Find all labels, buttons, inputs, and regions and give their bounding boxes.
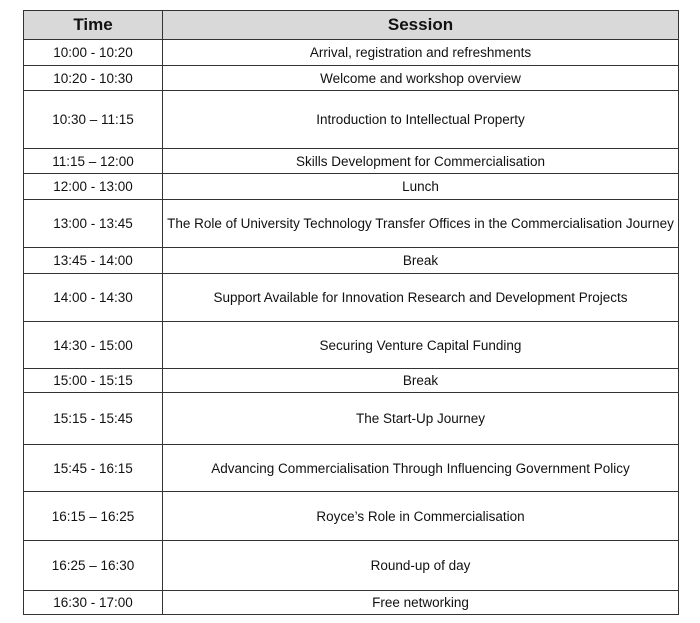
time-cell: 12:00 - 13:00 xyxy=(24,174,163,200)
time-cell: 16:15 – 16:25 xyxy=(24,492,163,541)
session-cell: Break xyxy=(163,369,679,393)
table-row xyxy=(24,393,679,445)
table-row xyxy=(24,492,679,541)
table-row xyxy=(24,91,679,149)
session-cell: Introduction to Intellectual Property xyxy=(163,91,679,149)
time-cell: 13:00 - 13:45 xyxy=(24,200,163,248)
table-row xyxy=(24,248,679,274)
agenda-table xyxy=(23,10,679,615)
table-row xyxy=(24,149,679,174)
time-cell: 14:30 - 15:00 xyxy=(24,322,163,369)
header-row xyxy=(24,11,679,40)
time-cell: 10:00 - 10:20 xyxy=(24,40,163,66)
table-row xyxy=(24,541,679,591)
table-row xyxy=(24,322,679,369)
time-cell: 15:15 - 15:45 xyxy=(24,393,163,445)
time-cell: 15:00 - 15:15 xyxy=(24,369,163,393)
session-cell: Arrival, registration and refreshments xyxy=(163,40,679,66)
session-cell: Royce’s Role in Commercialisation xyxy=(163,492,679,541)
time-cell: 15:45 - 16:15 xyxy=(24,445,163,492)
session-cell: The Role of University Technology Transfer Offices in the Commercialisation Journey xyxy=(163,200,679,248)
time-cell: 14:00 - 14:30 xyxy=(24,274,163,322)
time-cell: 13:45 - 14:00 xyxy=(24,248,163,274)
table-row xyxy=(24,274,679,322)
session-cell: Round-up of day xyxy=(163,541,679,591)
session-cell: Advancing Commercialisation Through Influencing Government Policy xyxy=(163,445,679,492)
table-row xyxy=(24,369,679,393)
session-cell: Welcome and workshop overview xyxy=(163,66,679,91)
table-row xyxy=(24,200,679,248)
time-cell: 16:25 – 16:30 xyxy=(24,541,163,591)
table-row xyxy=(24,40,679,66)
table-row xyxy=(24,591,679,615)
time-cell: 10:20 - 10:30 xyxy=(24,66,163,91)
session-column-header: Session xyxy=(163,11,679,40)
table-row xyxy=(24,174,679,200)
session-cell: Skills Development for Commercialisation xyxy=(163,149,679,174)
time-cell: 16:30 - 17:00 xyxy=(24,591,163,615)
table-row xyxy=(24,445,679,492)
session-cell: The Start-Up Journey xyxy=(163,393,679,445)
table-row xyxy=(24,66,679,91)
time-column-header: Time xyxy=(24,11,163,40)
session-cell: Securing Venture Capital Funding xyxy=(163,322,679,369)
time-cell: 10:30 – 11:15 xyxy=(24,91,163,149)
session-cell: Break xyxy=(163,248,679,274)
session-cell: Support Available for Innovation Research and Development Projects xyxy=(163,274,679,322)
session-cell: Free networking xyxy=(163,591,679,615)
time-cell: 11:15 – 12:00 xyxy=(24,149,163,174)
session-cell: Lunch xyxy=(163,174,679,200)
